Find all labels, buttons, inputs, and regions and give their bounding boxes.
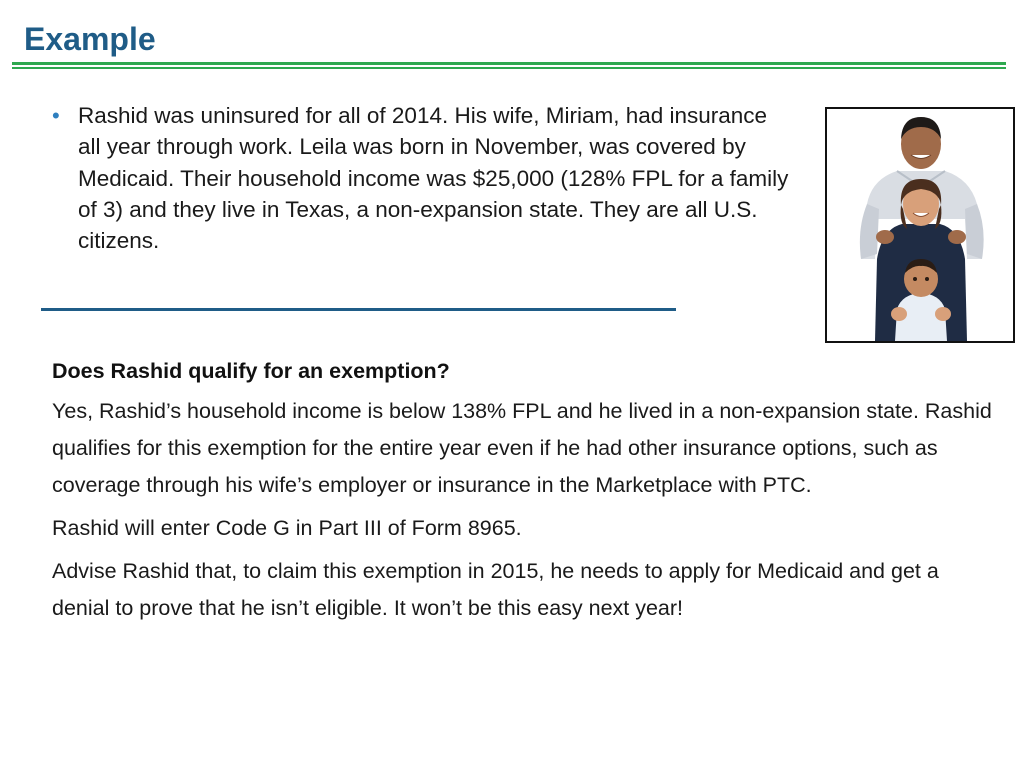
section-divider bbox=[41, 308, 676, 311]
title-divider bbox=[12, 62, 1006, 69]
scenario-bullet bbox=[52, 100, 792, 256]
family-photo bbox=[825, 107, 1015, 343]
question-heading: Does Rashid qualify for an exemption? bbox=[52, 359, 450, 383]
title-divider-line-top bbox=[12, 62, 1006, 65]
title-divider-line-bottom bbox=[12, 67, 1006, 69]
scenario-list bbox=[52, 100, 792, 256]
scenario-text: Rashid was uninsured for all of 2014. His wife, Miriam, had insurance all year through work. Leila was born in November, was covered by Medicaid. Their household income was $25,000 (128% FPL for a family of 3) and they live in Texas, a non-expansion state. They are all U.S. citizens. bbox=[78, 103, 789, 254]
family-photo-icon bbox=[827, 109, 1013, 341]
slide-title: Example bbox=[24, 21, 156, 57]
question-answer-block bbox=[52, 354, 992, 633]
answer-paragraph-1: Yes, Rashid’s household income is below 138% FPL and he lived in a non-expansion state. Rashid qualifies for this exemption for the entire year even if he had other insurance options, such as coverage through his wife’s employer or insurance in the Marketplace with PTC. bbox=[52, 399, 992, 497]
answer-paragraph-2: Rashid will enter Code G in Part III of Form 8965. bbox=[52, 516, 522, 540]
answer-paragraph-3: Advise Rashid that, to claim this exemption in 2015, he needs to apply for Medicaid and get a denial to prove that he isn’t eligible. It won’t be this easy next year! bbox=[52, 559, 939, 620]
bullet-dot-icon: • bbox=[52, 103, 60, 128]
